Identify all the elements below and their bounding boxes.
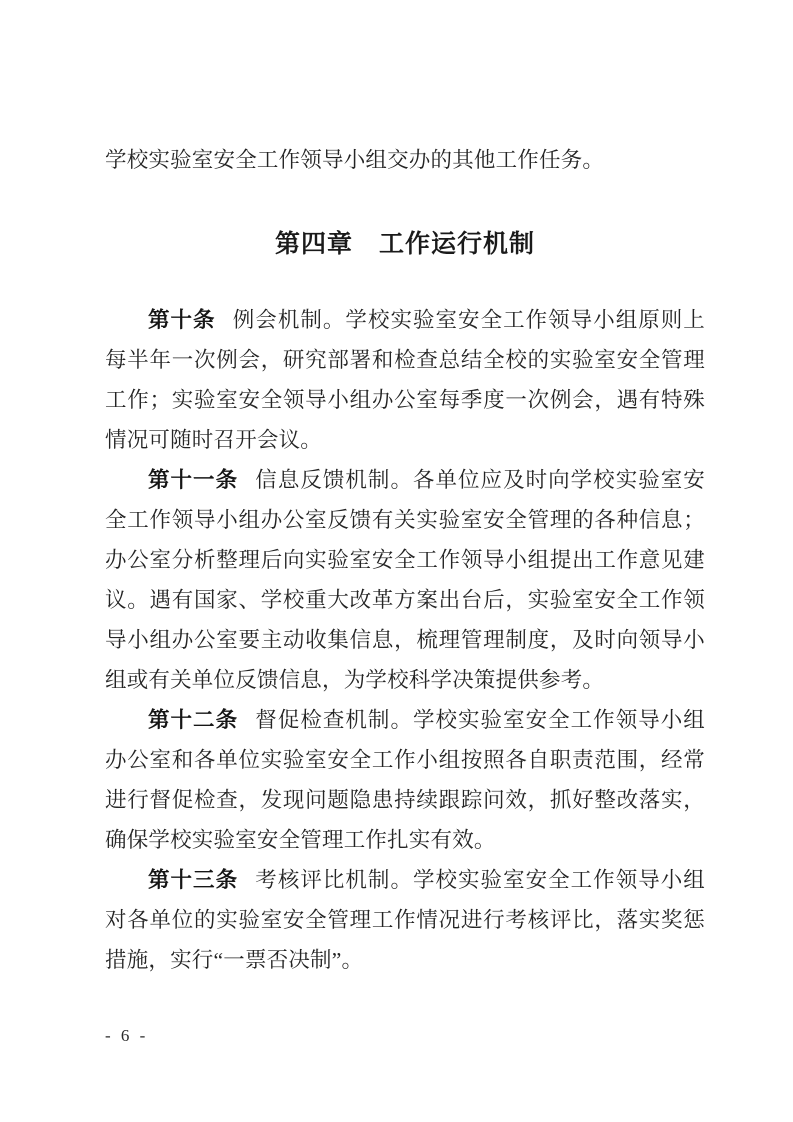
article-number: 第十二条 (148, 708, 239, 732)
chapter-heading: 第四章 工作运行机制 (274, 230, 535, 258)
article-text: 信息反馈机制。各单位应及时向学校实验室安全工作领导小组办公室反馈有关实验室安全管理的各种信息；办公室分析整理后向实验室安全工作领导小组提出工作意见建议。遇有国家、学校重大改革方案出台后，实验室安全工作领导小组办公室要主动收集信息，梳理管理制度，及时向领导小组或有关单位反馈信息，为学校科学决策提供参考。 (105, 468, 705, 692)
page-number: - 6 - (105, 1026, 149, 1045)
article-paragraph-10 (105, 300, 705, 460)
article-text: 督促检查机制。学校实验室安全工作领导小组办公室和各单位实验室安全工作小组按照各自职责范围，经常进行督促检查，发现问题隐患持续跟踪问效，抓好整改落实，确保学校实验室安全管理工作扎实有效。 (105, 708, 705, 852)
article-text: 考核评比机制。学校实验室安全工作领导小组对各单位的实验室安全管理工作情况进行考核评比，落实奖惩措施，实行“一票否决制”。 (105, 868, 705, 972)
article-number: 第十三条 (148, 868, 239, 892)
article-paragraph-11 (105, 460, 705, 700)
article-paragraph-12 (105, 700, 705, 860)
article-paragraph-13 (105, 860, 705, 980)
paragraph-continuation: 学校实验室安全工作领导小组交办的其他工作任务。 (105, 148, 605, 172)
article-number: 第十条 (148, 308, 216, 332)
article-text: 例会机制。学校实验室安全工作领导小组原则上每半年一次例会，研究部署和检查总结全校的实验室安全管理工作；实验室安全领导小组办公室每季度一次例会，遇有特殊情况可随时召开会议。 (105, 308, 706, 452)
article-number: 第十一条 (148, 468, 239, 492)
page-content (105, 140, 705, 980)
